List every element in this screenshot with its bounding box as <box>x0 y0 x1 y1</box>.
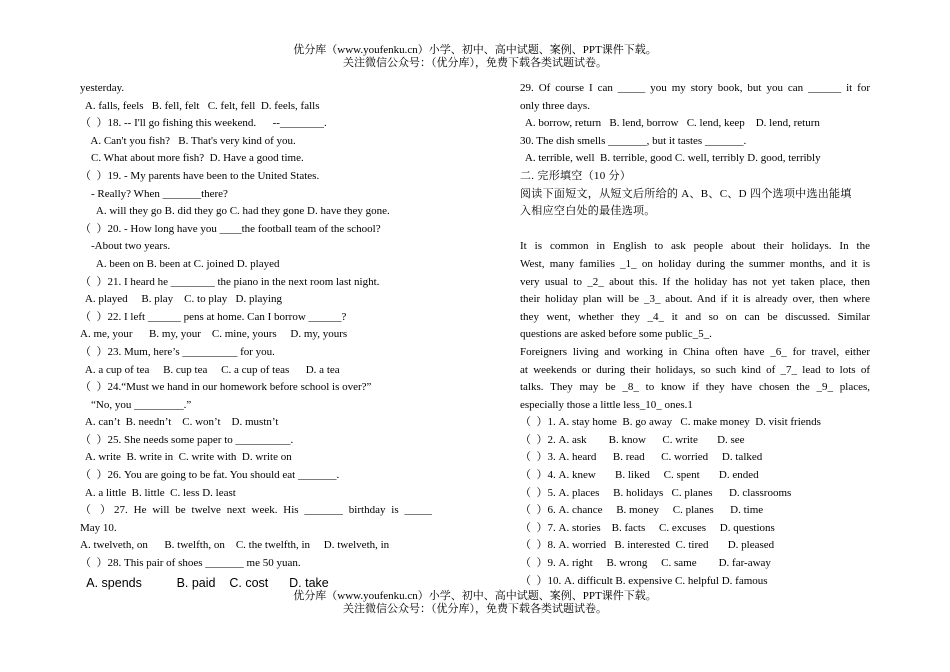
question-21: （ ）21. I heard he ________ the piano in the next room last night. <box>80 275 380 288</box>
text-line: -About two years. <box>80 240 171 253</box>
text-line: A. write B. write in C. write with D. write on <box>80 451 292 464</box>
text-line: A. Can't you fish? B. That's very kind of you. <box>80 134 296 147</box>
passage-line: at weekends or during their holidays, so such kind of _7_ lead to lots of <box>520 363 870 376</box>
passage-line: Foreigners living and working in China often have _6_ for travel, either <box>520 345 870 358</box>
header-line-1: 优分库（www.youfenku.cn）小学、初中、高中试题、案例、PPT课件下载。 <box>293 44 657 56</box>
footer-line-1: 优分库（www.youfenku.cn）小学、初中、高中试题、案例、PPT课件下载。 <box>293 590 657 602</box>
question-24: （ ）24.“Must we hand in our homework before school is over?” <box>80 381 372 394</box>
text-line: A. spends B. paid C. cost D. take <box>80 575 329 590</box>
text-line: A. played B. play C. to play D. playing <box>80 293 282 306</box>
question-27: （ ）27. He will be twelve next week. His _______ birthday is _____ <box>80 504 432 517</box>
cloze-option: （ ）1. A. stay home B. go away C. make money D. visit friends <box>520 416 821 429</box>
question-28: （ ）28. This pair of shoes _______ me 50 yuan. <box>80 557 301 570</box>
cloze-option: （ ）5. A. places B. holidays C. planes D. classrooms <box>520 486 792 499</box>
text-line: May 10. <box>80 521 117 534</box>
section-title: 二. 完形填空（10 分） <box>520 169 632 182</box>
passage-line: It is common in English to ask people about their holidays. In the <box>520 240 870 253</box>
text-line: C. What about more fish? D. Have a good time. <box>80 152 304 165</box>
passage-line: especially those a little less_10_ ones.1 <box>520 398 693 411</box>
question-25: （ ）25. She needs some paper to __________. <box>80 433 294 446</box>
footer-line-2: 关注微信公众号：（优分库），免费下载各类试题试卷。 <box>343 603 607 615</box>
question-29: 29. Of course I can _____ you my story book, but you can ______ it for <box>520 82 870 94</box>
passage-line: questions are asked before some public_5_. <box>520 328 712 341</box>
passage-line: talks. They may be _8_ to know if they have chosen the _9_ places, <box>520 381 870 394</box>
text-line: A. borrow, return B. lend, borrow C. lend, keep D. lend, return <box>520 117 820 130</box>
question-18: （ ）18. -- I'll go fishing this weekend. --________. <box>80 117 327 130</box>
text-line: A. twelveth, on B. twelfth, on C. the twelfth, in D. twelveth, in <box>80 539 390 552</box>
header-line-2: 关注微信公众号：（优分库），免费下载各类试题试卷。 <box>343 57 607 69</box>
text-line: A. been on B. been at C. joined D. played <box>80 257 280 270</box>
cloze-option: （ ）4. A. knew B. liked C. spent D. ended <box>520 469 759 482</box>
page-header <box>0 44 950 70</box>
text-line: A. can’t B. needn’t C. won’t D. mustn’t <box>80 416 279 429</box>
text-line: “No, you _________.” <box>80 398 192 411</box>
instruction-line: 入相应空白处的最佳选项。 <box>520 205 656 218</box>
instruction-line: 阅读下面短文，从短文后所给的 A、B、C、D 四个选项中选出能填 <box>520 187 852 200</box>
question-22: （ ）22. I left ______ pens at home. Can I borrow ______? <box>80 310 347 323</box>
question-20: （ ）20. - How long have you ____the football team of the school? <box>80 222 381 235</box>
right-column <box>520 80 870 590</box>
page-footer <box>0 590 950 616</box>
text-line: A. me, your B. my, your C. mine, yours D. my, yours <box>80 328 348 341</box>
passage-line: very usual to _2_ about this. If the holiday has not yet taken place, then <box>520 275 870 288</box>
cloze-option: （ ）7. A. stories B. facts C. excuses D. questions <box>520 521 775 534</box>
text-line: only three days. <box>520 99 590 112</box>
text-line: - Really? When _______there? <box>80 187 228 200</box>
cloze-option: （ ）3. A. heard B. read C. worried D. talked <box>520 451 763 464</box>
blank-line <box>520 221 870 239</box>
text-line: A. will they go B. did they go C. had they gone D. have they gone. <box>80 205 390 218</box>
text-line: yesterday. <box>80 82 125 94</box>
left-column <box>80 80 432 593</box>
cloze-option: （ ）2. A. ask B. know C. write D. see <box>520 433 745 446</box>
cloze-option: （ ）10. A. difficult B. expensive C. helpful D. famous <box>520 574 768 587</box>
question-26: （ ）26. You are going to be fat. You should eat _______. <box>80 469 340 482</box>
cloze-option: （ ）9. A. right B. wrong C. same D. far-away <box>520 557 771 570</box>
passage-line: their holiday plan will be _3_ about. And if it is already over, then where <box>520 293 870 306</box>
cloze-option: （ ）8. A. worried B. interested C. tired D. pleased <box>520 539 775 552</box>
passage-line: they went, whether they _4_ it and so on can be discussed. Similar <box>520 310 870 323</box>
text-line: A. falls, feels B. fell, felt C. felt, fell D. feels, falls <box>80 99 320 112</box>
question-23: （ ）23. Mum, here’s __________ for you. <box>80 345 275 358</box>
question-19: （ ）19. - My parents have been to the United States. <box>80 169 320 182</box>
text-line: A. terrible, well B. terrible, good C. well, terribly D. good, terribly <box>520 152 821 165</box>
question-30: 30. The dish smells _______, but it tastes _______. <box>520 134 747 147</box>
text-line: A. a little B. little C. less D. least <box>80 486 236 499</box>
cloze-option: （ ）6. A. chance B. money C. planes D. time <box>520 504 764 517</box>
passage-line: West, many families _1_ on holiday during the summer months, and it is <box>520 257 870 270</box>
text-line: A. a cup of tea B. cup tea C. a cup of teas D. a tea <box>80 363 340 376</box>
